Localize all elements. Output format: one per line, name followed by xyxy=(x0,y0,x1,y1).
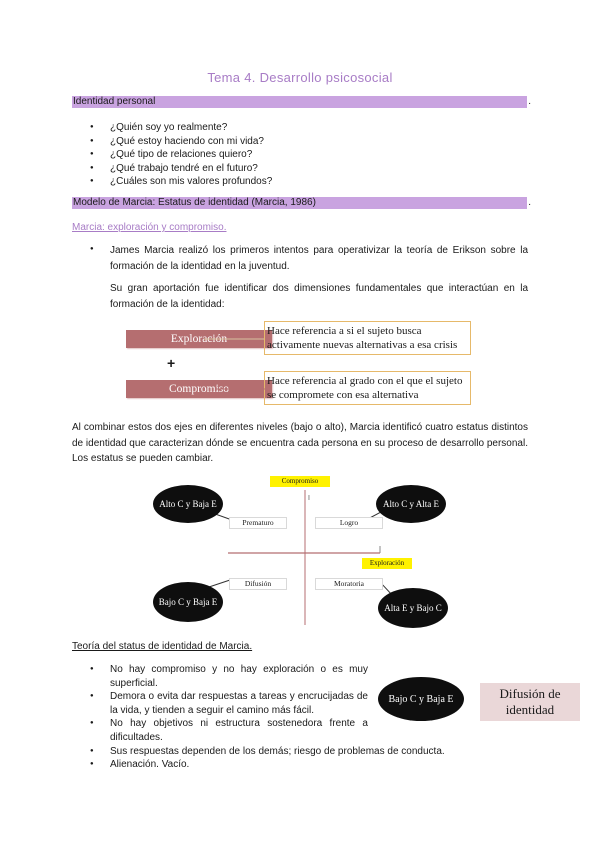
page-title: Tema 4. Desarrollo psicosocial xyxy=(207,70,393,85)
combine-paragraph: Al combinar estos dos ejes en diferentes niveles (bajo o alto), Marcia identificó cuatro estatus distintos de identidad que caracterizan dónde se encuentra cada persona en su proceso de desarrollo personal. Los estatus se pueden cambiar. xyxy=(72,422,528,464)
alta-e-bajo-c-bubble: Alta E y Bajo C xyxy=(378,588,448,628)
prematuro-label: Prematuro xyxy=(229,517,287,529)
moratoria-label: Moratoria xyxy=(315,578,383,590)
list-item: ● No hay compromiso y no hay exploración o es muy superficial. xyxy=(88,663,368,690)
exploracion-axis-label: Exploración xyxy=(362,558,412,569)
plus-sign: + xyxy=(167,355,176,371)
compromiso-description: Hace referencia al grado con el que el sujeto se compromete con esa alternativa xyxy=(264,371,471,405)
difusion-label: Difusión xyxy=(229,578,287,590)
compromiso-box: Compromiso xyxy=(126,380,272,398)
list-item: ● ¿Qué estoy haciendo con mi vida? xyxy=(88,135,508,149)
list-item: ● Sus respuestas dependen de los demás; riesgo de problemas de conducta. xyxy=(88,745,490,759)
section-heading-text: Identidad personal xyxy=(73,96,156,107)
compromiso-axis-label: Compromiso xyxy=(270,476,330,487)
exploracion-box: Exploración xyxy=(126,330,272,348)
alto-c-alta-e-bubble: Alto C y Alta E xyxy=(376,485,446,523)
list-item: ● ¿Qué trabajo tendré en el futuro? xyxy=(88,162,508,176)
list-item: ● ¿Quién soy yo realmente? xyxy=(88,121,508,135)
y-axis-tick-label: I xyxy=(308,495,310,502)
list-item: ● Demora o evita dar respuestas a tareas y encrucijadas de la vida, y tienden a seguir el camino más fácil. xyxy=(88,690,368,717)
list-item: ● No hay objetivos ni estructura sostenedora frente a dificultades. xyxy=(88,717,368,744)
bajo-c-baja-e-bubble-large: Bajo C y Baja E xyxy=(378,677,464,721)
logro-label: Logro xyxy=(315,517,383,529)
list-item: ● ¿Qué tipo de relaciones quiero? xyxy=(88,148,508,162)
list-item: ● James Marcia realizó los primeros intentos para operativizar la teoría de Erikson sobre la formación de la identidad en la juventud. xyxy=(88,243,528,274)
aportacion-paragraph: Su gran aportación fue identificar dos dimensiones fundamentales que interactúan en la formación de la identidad: xyxy=(110,283,528,310)
section-heading-marcia: Modelo de Marcia: Estatus de identidad (Marcia, 1986) . xyxy=(73,197,531,208)
list-item: ● ¿Cuáles son mis valores profundos? xyxy=(88,175,508,189)
exploracion-description: Hace referencia a si el sujeto busca activamente nuevas alternativas a esa crisis xyxy=(264,321,471,355)
teoria-heading: Teoría del status de identidad de Marcia. xyxy=(72,641,253,652)
difusion-identidad-box: Difusión de identidad xyxy=(480,683,580,721)
list-item: ● Alienación. Vacío. xyxy=(88,758,368,772)
section-heading-text: Modelo de Marcia: Estatus de identidad (Marcia, 1986) xyxy=(73,197,316,208)
subheading-exploracion-compromiso: Marcia: exploración y compromiso. xyxy=(72,222,227,233)
bajo-c-baja-e-bubble: Bajo C y Baja E xyxy=(153,582,223,622)
alto-c-baja-e-bubble: Alto C y Baja E xyxy=(153,485,223,523)
section-heading-identidad: Identidad personal . xyxy=(73,96,531,107)
